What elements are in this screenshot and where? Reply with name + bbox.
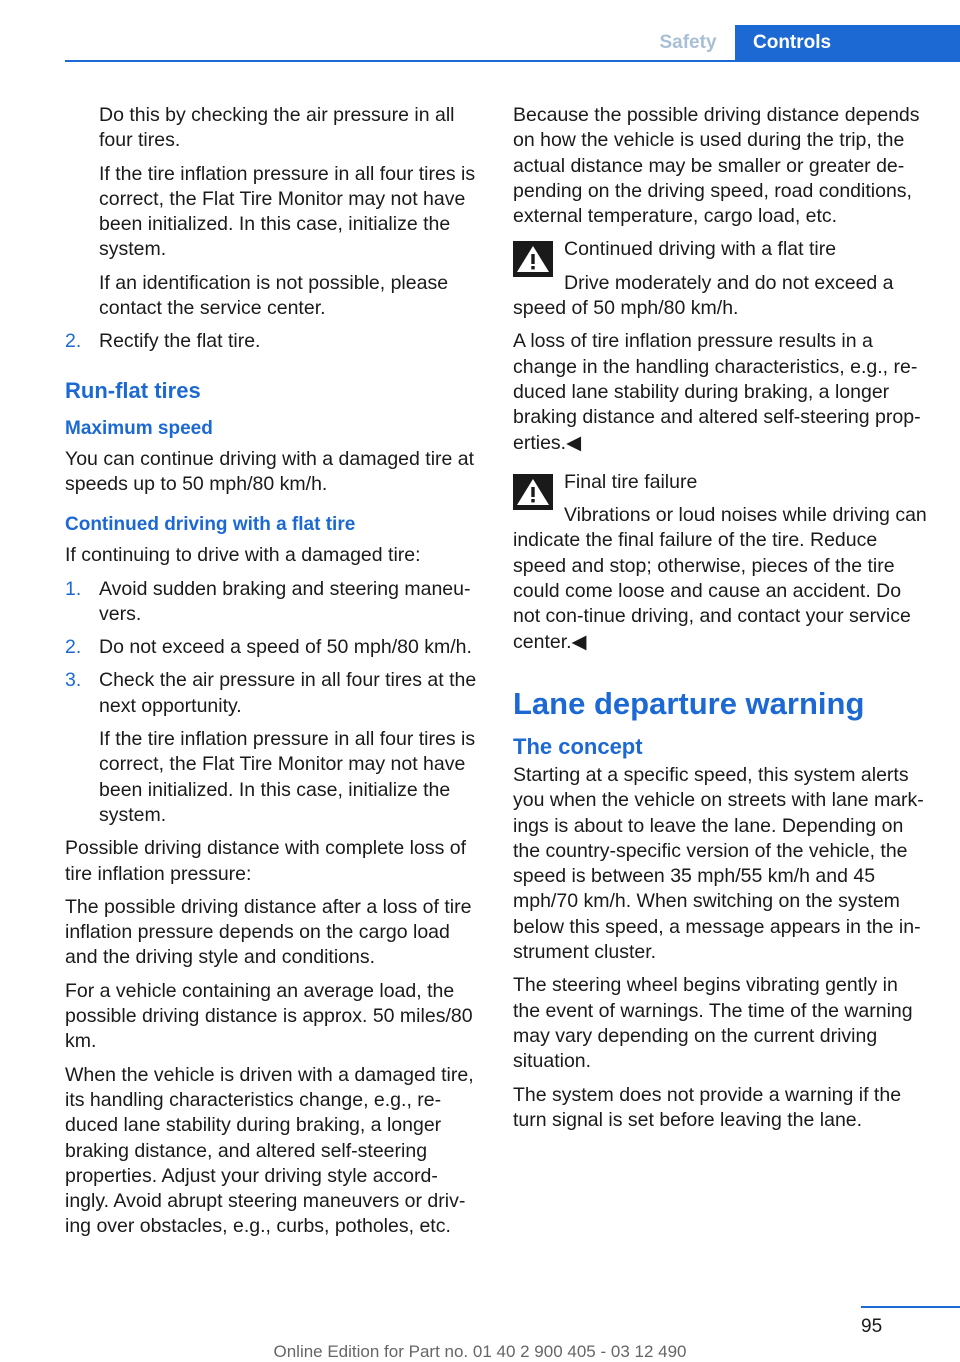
right-column [513, 103, 929, 1141]
paragraph-steering: The steering wheel begins vibrating gently in the event of warnings. The time of the warning may vary depending on the current driving situation. [513, 974, 913, 1073]
warning-block [513, 470, 929, 655]
list-text: Do not exceed a speed of 50 mph/80 km/h. [99, 636, 472, 659]
header-tabs [641, 25, 960, 61]
list-number: 2. [65, 636, 82, 659]
footer-edition: Online Edition for Part no. 01 40 2 900 405 - 03 12 490 [273, 1342, 687, 1361]
cont-paragraph-2: If the tire inflation pressure in all four tires is correct, the Flat Tire Monitor may not have been initialized. In this case, initialize the system. [99, 162, 476, 261]
list-item [65, 329, 481, 354]
warning-triangle-icon [513, 474, 553, 510]
paragraph-because: Because the possible driving distance depends on how the vehicle is used during the trip, the actual distance may be smaller or greater de‐pending on the driving speed, road conditions, external temperature, cargo load, etc. [513, 104, 920, 228]
list-text: Check the air pressure in all four tires at the next opportunity. [99, 669, 477, 717]
paragraph-handling: When the vehicle is driven with a damaged tire, its handling characteristics change, e.g., re‐duced lane stability during braking, a longer braking distance, and altered self-steering properties. Adjust your driving style accord‐ingly. Avoid abrupt steering maneuvers or driv‐ing over obstacles, e.g., curbs, potholes, etc. [65, 1063, 474, 1238]
left-column [65, 103, 481, 1248]
heading-maximum-speed: Maximum speed [65, 417, 213, 439]
list-number: 3. [65, 669, 82, 692]
paragraph-continued: If continuing to drive with a damaged tire: [65, 544, 421, 567]
footer-rule [861, 1306, 960, 1308]
cont-paragraph-3: If an identification is not possible, please contact the service center. [99, 271, 449, 320]
heading-lane-departure-warning: Lane departure warning [513, 685, 865, 721]
tab-safety[interactable]: Safety [659, 32, 717, 53]
paragraph-loss: A loss of tire inflation pressure results in a change in the handling characteristics, e.g., re‐duced lane stability during braking, a longer braking distance and altered self-steering prop‐erties.◀ [513, 330, 921, 454]
list-item [65, 635, 481, 660]
warning-body: Vibrations or loud noises while driving can indicate the final failure of the tire. Reduce speed and stop; otherwise, pieces of the tire could come loose and cause an accident. Do not con‐tinue driving, and contact your service center.◀ [513, 504, 927, 653]
list-text: Avoid sudden braking and steering maneu‐vers. [99, 577, 471, 625]
heading-run-flat-tires: Run-flat tires [65, 377, 201, 403]
warning-title: Final tire failure [564, 470, 698, 493]
list-body [99, 668, 481, 828]
header-rule [65, 60, 960, 62]
list-item [65, 668, 481, 828]
heading-the-concept: The concept [513, 733, 643, 759]
list-number: 2. [65, 330, 82, 353]
list-subtext: If the tire inflation pressure in all four tires is correct, the Flat Tire Monitor may not have been initialized. In this case, initialize the system. [99, 728, 476, 826]
list-text: Rectify the flat tire. [99, 330, 261, 353]
list-number: 1. [65, 577, 82, 600]
paragraph-turn-signal: The system does not provide a warning if the turn signal is set before leaving the lane. [513, 1083, 902, 1131]
paragraph-average-load: For a vehicle containing an average load, the possible driving distance is approx. 50 miles/80 km. [65, 979, 473, 1053]
warning-title: Continued driving with a flat tire [564, 238, 837, 261]
page-number: 95 [861, 1316, 883, 1337]
list-item [65, 577, 481, 628]
cont-paragraph-1: Do this by checking the air pressure in all four tires. [99, 104, 455, 152]
tab-controls[interactable]: Controls [735, 25, 960, 61]
paragraph-distance-intro: Possible driving distance with complete loss of tire inflation pressure: [65, 837, 467, 885]
warning-block [513, 237, 929, 321]
paragraph-max-speed: You can continue driving with a damaged tire at speeds up to 50 mph/80 km/h. [65, 447, 475, 495]
paragraph-distance-depends: The possible driving distance after a loss of tire inflation pressure depends on the cargo load and the driving style and conditions. [65, 895, 472, 969]
heading-continued-driving: Continued driving with a flat tire [65, 514, 356, 536]
warning-body: Drive moderately and do not exceed a speed of 50 mph/80 km/h. [513, 271, 894, 320]
paragraph-concept: Starting at a specific speed, this system alerts you when the vehicle on streets with lane mark‐ings is about to leave the lane. Depending on the country-specific version of the vehicle, the speed is between 35 mph/55 km/h and 45 mph/70 km/h. When switching on the system below this speed, a message appears in the in‐strument cluster. [513, 763, 924, 964]
warning-triangle-icon [513, 241, 553, 277]
